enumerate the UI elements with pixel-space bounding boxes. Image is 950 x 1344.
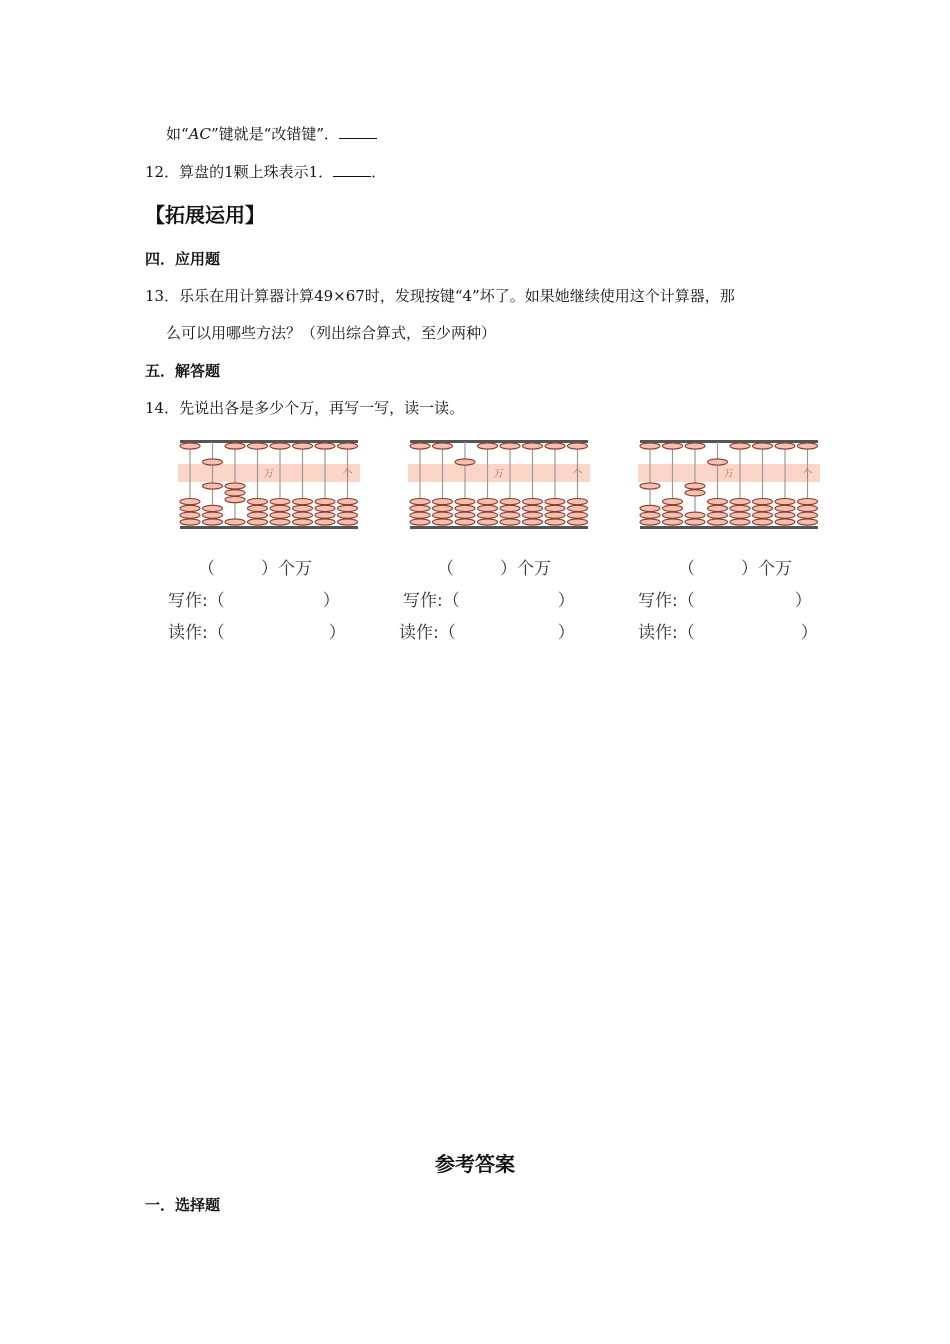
lower-bead bbox=[775, 512, 795, 518]
lower-bead bbox=[685, 519, 705, 525]
wan-place-label: 万 bbox=[723, 469, 734, 480]
paren-close: ） bbox=[557, 591, 575, 611]
upper-bead bbox=[455, 459, 475, 465]
answer-title: 参考答案 bbox=[435, 1152, 515, 1176]
lower-bead bbox=[338, 499, 358, 505]
upper-bead bbox=[293, 443, 313, 449]
lower-bead bbox=[315, 505, 335, 511]
paren-close: ） bbox=[557, 623, 575, 643]
lower-bead bbox=[478, 505, 498, 511]
question-13-line1 bbox=[145, 286, 735, 306]
lower-bead bbox=[410, 512, 430, 518]
lower-bead bbox=[708, 499, 728, 505]
lower-bead bbox=[568, 519, 588, 525]
wan-place-label: 万 bbox=[493, 469, 504, 480]
lower-bead bbox=[500, 519, 520, 525]
wan-place-label: 万 bbox=[263, 469, 274, 480]
lower-bead bbox=[225, 490, 245, 496]
lower-bead bbox=[798, 512, 818, 518]
lower-bead bbox=[270, 519, 290, 525]
lower-bead bbox=[730, 512, 750, 518]
lower-bead bbox=[730, 499, 750, 505]
lower-bead bbox=[338, 505, 358, 511]
lower-bead bbox=[775, 519, 795, 525]
write-label: 写作:（ bbox=[168, 591, 225, 611]
lower-bead bbox=[225, 519, 245, 525]
lower-bead bbox=[523, 505, 543, 511]
lower-bead bbox=[640, 483, 660, 489]
lower-bead bbox=[545, 505, 565, 511]
upper-bead bbox=[410, 443, 430, 449]
lower-bead bbox=[293, 512, 313, 518]
lower-bead bbox=[478, 499, 498, 505]
lower-bead bbox=[410, 499, 430, 505]
top-frame bbox=[640, 440, 818, 443]
lower-bead bbox=[478, 519, 498, 525]
upper-bead bbox=[338, 443, 358, 449]
upper-bead bbox=[798, 443, 818, 449]
lower-bead bbox=[270, 505, 290, 511]
question-13-line2: 么可以用哪些方法？（列出综合算式，至少两种） bbox=[166, 324, 497, 342]
question-14 bbox=[145, 398, 464, 418]
top-frame bbox=[180, 440, 358, 443]
upper-bead bbox=[545, 443, 565, 449]
section-heading-1: 一．选择题 bbox=[145, 1196, 221, 1214]
lower-bead bbox=[293, 499, 313, 505]
lower-bead bbox=[730, 519, 750, 525]
upper-bead bbox=[248, 443, 268, 449]
paren-close: ） bbox=[328, 623, 346, 643]
lower-bead bbox=[685, 512, 705, 518]
paren-close: ） bbox=[800, 623, 818, 643]
ge-place-label: 个 bbox=[572, 469, 583, 480]
lower-bead bbox=[203, 505, 223, 511]
write-label: 写作:（ bbox=[403, 591, 460, 611]
lower-bead bbox=[640, 519, 660, 525]
lower-bead bbox=[455, 505, 475, 511]
question-number: 12． bbox=[145, 163, 180, 181]
ge-place-label: 个 bbox=[342, 469, 353, 480]
lower-bead bbox=[433, 512, 453, 518]
paren-close: ） bbox=[500, 559, 517, 579]
lower-bead bbox=[568, 505, 588, 511]
lower-bead bbox=[338, 512, 358, 518]
paren-open: （ bbox=[437, 559, 454, 579]
lower-bead bbox=[410, 505, 430, 511]
lower-bead bbox=[315, 519, 335, 525]
lower-bead bbox=[568, 512, 588, 518]
lower-bead bbox=[433, 505, 453, 511]
lower-bead bbox=[293, 505, 313, 511]
lower-bead bbox=[180, 499, 200, 505]
upper-bead bbox=[753, 443, 773, 449]
abacus-figure-1 bbox=[178, 436, 360, 532]
paren-open: （ bbox=[198, 559, 215, 579]
lower-bead bbox=[203, 483, 223, 489]
lower-bead bbox=[568, 499, 588, 505]
lower-bead bbox=[798, 499, 818, 505]
lower-bead bbox=[730, 505, 750, 511]
upper-bead bbox=[203, 459, 223, 465]
upper-bead bbox=[708, 459, 728, 465]
question-text: 乐乐在用计算器计算49×67时，发现按键“4”坏了。如果她继续使用这个计算器，那 bbox=[179, 287, 735, 305]
top-frame bbox=[410, 440, 588, 443]
upper-bead bbox=[500, 443, 520, 449]
lower-bead bbox=[455, 499, 475, 505]
upper-bead bbox=[225, 443, 245, 449]
lower-bead bbox=[775, 499, 795, 505]
paren-close: ） bbox=[741, 559, 758, 579]
question-end: ． bbox=[371, 163, 387, 181]
lower-bead bbox=[433, 519, 453, 525]
lower-bead bbox=[798, 505, 818, 511]
wan-count-caption-1 bbox=[198, 554, 312, 579]
lower-bead bbox=[545, 519, 565, 525]
read-caption-1 bbox=[168, 618, 346, 643]
lower-bead bbox=[248, 519, 268, 525]
lower-bead bbox=[663, 519, 683, 525]
lower-bead bbox=[248, 505, 268, 511]
q11-line2 bbox=[166, 124, 377, 144]
upper-bead bbox=[315, 443, 335, 449]
lower-bead bbox=[663, 499, 683, 505]
q11-text-pre: 如“ bbox=[166, 125, 189, 143]
lower-bead bbox=[248, 499, 268, 505]
unit-label: 个万 bbox=[278, 559, 312, 579]
lower-bead bbox=[685, 490, 705, 496]
lower-bead bbox=[753, 519, 773, 525]
lower-bead bbox=[338, 519, 358, 525]
bottom-frame bbox=[410, 526, 588, 529]
abacus-figure-2 bbox=[408, 436, 590, 532]
upper-bead bbox=[478, 443, 498, 449]
write-caption-1 bbox=[168, 586, 340, 611]
read-label: 读作:（ bbox=[638, 623, 695, 643]
lower-bead bbox=[270, 499, 290, 505]
lower-bead bbox=[708, 512, 728, 518]
lower-bead bbox=[433, 499, 453, 505]
lower-bead bbox=[270, 512, 290, 518]
upper-bead bbox=[523, 443, 543, 449]
question-12 bbox=[145, 162, 386, 182]
answer-blank[interactable] bbox=[339, 124, 377, 139]
question-number: 14． bbox=[145, 399, 180, 417]
paren-close: ） bbox=[261, 559, 278, 579]
upper-bead bbox=[685, 443, 705, 449]
lower-bead bbox=[410, 519, 430, 525]
ac-key-label: AC bbox=[188, 125, 211, 143]
upper-bead bbox=[270, 443, 290, 449]
lower-bead bbox=[523, 519, 543, 525]
upper-bead bbox=[775, 443, 795, 449]
section-heading-4: 四．应用题 bbox=[145, 250, 221, 268]
lower-bead bbox=[663, 512, 683, 518]
lower-bead bbox=[640, 512, 660, 518]
unit-label: 个万 bbox=[758, 559, 792, 579]
lower-bead bbox=[478, 512, 498, 518]
lower-bead bbox=[203, 512, 223, 518]
ge-place-label: 个 bbox=[802, 469, 813, 480]
lower-bead bbox=[545, 499, 565, 505]
write-caption-3 bbox=[638, 586, 812, 611]
read-caption-2 bbox=[399, 618, 575, 643]
write-label: 写作:（ bbox=[638, 591, 695, 611]
lower-bead bbox=[753, 505, 773, 511]
write-caption-2 bbox=[403, 586, 575, 611]
lower-bead bbox=[225, 483, 245, 489]
lower-bead bbox=[315, 512, 335, 518]
lower-bead bbox=[545, 512, 565, 518]
read-label: 读作:（ bbox=[168, 623, 225, 643]
upper-bead bbox=[433, 443, 453, 449]
lower-bead bbox=[225, 497, 245, 503]
paren-close: ） bbox=[794, 591, 812, 611]
upper-bead bbox=[730, 443, 750, 449]
wan-count-caption-2 bbox=[437, 554, 551, 579]
question-text: 先说出各是多少个万，再写一写，读一读。 bbox=[179, 399, 465, 417]
lower-bead bbox=[753, 512, 773, 518]
upper-bead bbox=[568, 443, 588, 449]
lower-bead bbox=[180, 519, 200, 525]
q11-text-post: ”键就是“改错键”． bbox=[210, 125, 339, 143]
lower-bead bbox=[500, 512, 520, 518]
lower-bead bbox=[180, 505, 200, 511]
wan-count-caption-3 bbox=[678, 554, 792, 579]
lower-bead bbox=[708, 519, 728, 525]
bottom-frame bbox=[180, 526, 358, 529]
lower-bead bbox=[248, 512, 268, 518]
lower-bead bbox=[798, 519, 818, 525]
paren-close: ） bbox=[322, 591, 340, 611]
section-heading-extension: 【拓展运用】 bbox=[145, 203, 265, 227]
lower-bead bbox=[663, 505, 683, 511]
paren-open: （ bbox=[678, 559, 695, 579]
lower-bead bbox=[640, 505, 660, 511]
lower-bead bbox=[455, 519, 475, 525]
abacus-figure-3 bbox=[638, 436, 820, 532]
lower-bead bbox=[315, 499, 335, 505]
question-number: 13． bbox=[145, 287, 180, 305]
lower-bead bbox=[455, 512, 475, 518]
lower-bead bbox=[180, 512, 200, 518]
lower-bead bbox=[500, 505, 520, 511]
lower-bead bbox=[203, 519, 223, 525]
lower-bead bbox=[293, 519, 313, 525]
upper-bead bbox=[640, 443, 660, 449]
lower-bead bbox=[753, 499, 773, 505]
lower-bead bbox=[775, 505, 795, 511]
section-heading-5: 五．解答题 bbox=[145, 362, 221, 380]
read-caption-3 bbox=[638, 618, 818, 643]
upper-bead bbox=[180, 443, 200, 449]
question-text: 算盘的1颗上珠表示1． bbox=[179, 163, 334, 181]
answer-blank[interactable] bbox=[333, 162, 371, 177]
lower-bead bbox=[523, 512, 543, 518]
lower-bead bbox=[708, 505, 728, 511]
unit-label: 个万 bbox=[517, 559, 551, 579]
read-label: 读作:（ bbox=[399, 623, 456, 643]
upper-bead bbox=[663, 443, 683, 449]
lower-bead bbox=[500, 499, 520, 505]
lower-bead bbox=[523, 499, 543, 505]
bottom-frame bbox=[640, 526, 818, 529]
lower-bead bbox=[685, 483, 705, 489]
